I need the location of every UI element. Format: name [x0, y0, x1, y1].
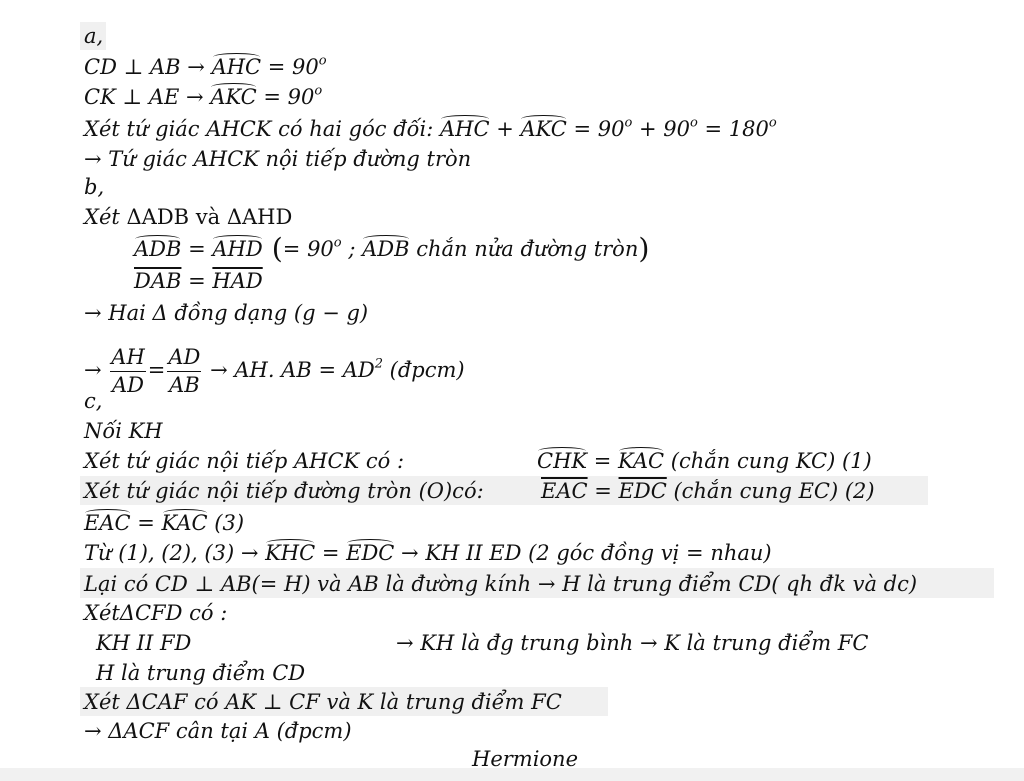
- part-c-line2-right: CHK = KAC (chắn cung KC) (1): [537, 449, 872, 473]
- angle-adb-2: ADB: [362, 237, 410, 261]
- angle-dab: $\overline{DAB}$: [134, 269, 182, 293]
- part-a-label: a,: [84, 24, 104, 48]
- part-c-line7: XétΔCFD có :: [84, 601, 228, 625]
- part-c-line3-left: Xét tứ giác nội tiếp đường tròn (O)có:: [84, 479, 484, 503]
- part-c-line1: Nối KH: [84, 419, 163, 443]
- part-a-line2: CK ⊥ AE → AKC = $90^o$: [84, 83, 323, 109]
- angle-eac: $\overline{EAC}$: [541, 479, 588, 503]
- author-signature: Hermione: [472, 747, 579, 771]
- fraction-ah-ad: $\frac{AH}{AD}$: [111, 345, 145, 397]
- angle-eac-2: EAC: [84, 511, 131, 535]
- part-c-conclusion: → ΔACF cân tại A (đpcm): [84, 719, 352, 743]
- part-a-line3: Xét tứ giác AHCK có hai góc đối: AHC + AKC = $90^o + 90^o = 180^o$: [84, 115, 777, 141]
- part-c-line8-right: → KH là đg trung bình → K là trung điểm FC: [396, 631, 869, 655]
- fraction-ad-ab: $\frac{AD}{AB}$: [168, 345, 201, 397]
- angle-akc: AKC: [210, 85, 257, 109]
- angle-edc-2: EDC: [346, 541, 395, 565]
- part-a-conclusion: → Tứ giác AHCK nội tiếp đường tròn: [84, 147, 472, 171]
- angle-had: $\overline{HAD}$: [212, 269, 263, 293]
- angle-ahd: AHD: [212, 237, 263, 261]
- part-c-line2-left: Xét tứ giác nội tiếp AHCK có :: [84, 449, 405, 473]
- part-c-line8-left: KH II FD: [96, 631, 192, 655]
- part-b-line5: → $\frac{AH}{AD}$ = $\frac{AD}{AB}$ → AH. AB = $AD^2$ (đpcm): [84, 345, 465, 397]
- part-b-label: b,: [84, 175, 105, 199]
- part-b-line2: ADB = AHD (= $90^o$ ; ADB chắn nửa đường tròn): [134, 232, 650, 265]
- part-c-line4: EAC = KAC (3): [84, 511, 245, 535]
- angle-kac: KAC: [618, 449, 665, 473]
- angle-kac-2: KAC: [161, 511, 208, 535]
- part-b-line4: → Hai Δ đồng dạng (g − g): [84, 301, 369, 325]
- angle-edc: $\overline{EDC}$: [618, 479, 667, 503]
- angle-ahc: AHC: [211, 55, 262, 79]
- part-c-line6: Lại có CD ⊥ AB(= H) và AB là đường kính → H là trung điểm CD( qh đk và dc): [84, 572, 918, 596]
- part-b-line1: Xét ΔADB và ΔAHD: [84, 205, 293, 229]
- part-c-line9: H là trung điểm CD: [96, 661, 306, 685]
- part-b-line3: $\overline{DAB} = \overline{HAD}$: [134, 269, 263, 293]
- angle-ahc-2: AHC: [439, 117, 490, 141]
- part-a-line1: CD ⊥ AB → AHC = $90^o$: [84, 53, 327, 79]
- part-c-line5: Từ (1), (2), (3) → KHC = EDC → KH II ED (2 góc đồng vị = nhau): [84, 541, 772, 565]
- part-c-line10: Xét ΔCAF có AK ⊥ CF và K là trung điểm FC: [84, 690, 562, 714]
- angle-khc: KHC: [265, 541, 316, 565]
- part-c-line3-right: $\overline{EAC} = \overline{EDC}$ (chắn cung EC) (2): [541, 479, 875, 503]
- angle-adb: ADB: [134, 237, 182, 261]
- angle-chk: CHK: [537, 449, 588, 473]
- part-c-label: c,: [84, 389, 103, 413]
- angle-akc-2: AKC: [520, 117, 567, 141]
